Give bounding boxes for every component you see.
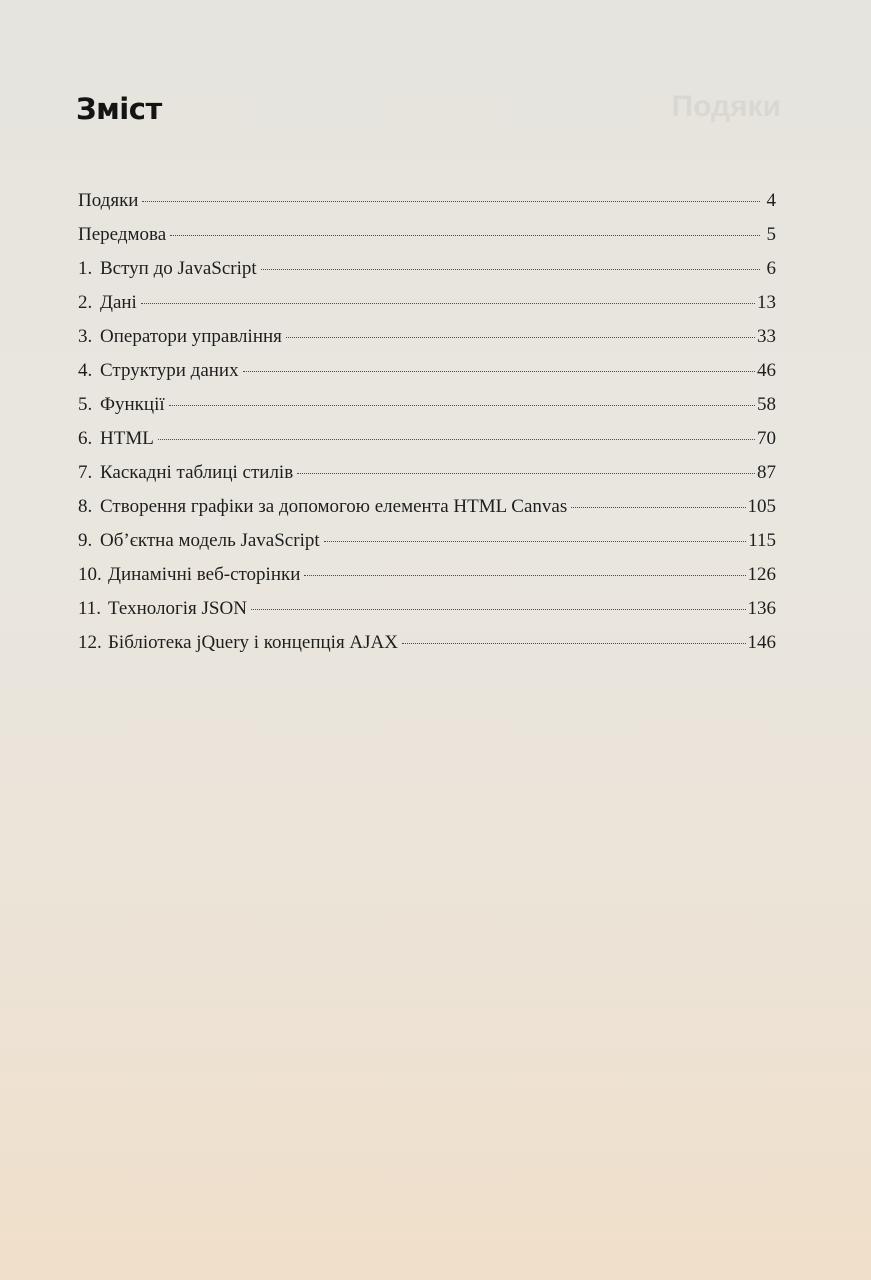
toc-entry-title: Каскадні таблиці стилів	[100, 462, 294, 483]
dot-leader	[261, 269, 760, 270]
dot-leader	[158, 439, 755, 440]
toc-entry-title: Структури даних	[100, 360, 239, 381]
toc-entry-page-number: 46	[757, 360, 776, 381]
toc-entry-title: Технологія JSON	[108, 598, 247, 619]
dot-leader	[142, 201, 760, 202]
toc-entry	[78, 394, 776, 428]
toc-entry-title: Оператори управління	[100, 326, 282, 347]
toc-entry-number: 11.	[78, 598, 102, 619]
dot-leader	[286, 337, 755, 338]
toc-entry-title: Дані	[100, 292, 137, 313]
toc-entry-number: 2.	[78, 292, 93, 313]
toc-entry-number: 9.	[78, 530, 93, 551]
toc-entry	[78, 496, 776, 530]
toc-entry	[78, 564, 776, 598]
toc-entry-page-number: 105	[747, 496, 776, 517]
toc-entry	[78, 190, 776, 224]
toc-entry-number: 7.	[78, 462, 93, 483]
toc-entry	[78, 326, 776, 360]
toc-entry	[78, 598, 776, 632]
toc-entry-page-number: 58	[757, 394, 776, 415]
dot-leader	[402, 643, 746, 644]
toc-entry-title: Функції	[100, 394, 165, 415]
toc-entry-page-number: 146	[747, 632, 776, 653]
toc-entry-number: 4.	[78, 360, 93, 381]
toc-entry-number: 5.	[78, 394, 93, 415]
toc-entry-page-number: 136	[747, 598, 776, 619]
toc-entry	[78, 462, 776, 496]
toc-entry-page-number: 13	[757, 292, 776, 313]
toc-entry-number: 12.	[78, 632, 102, 653]
dot-leader	[141, 303, 755, 304]
toc-entry-page-number: 126	[747, 564, 776, 585]
toc-entry-title: Подяки	[78, 190, 139, 211]
toc-entry-page-number: 6	[766, 258, 776, 279]
dot-leader	[297, 473, 755, 474]
toc-entry-page-number: 87	[757, 462, 776, 483]
dot-leader	[169, 405, 755, 406]
toc-entry-page-number: 115	[748, 530, 776, 551]
toc-entry-title: Об’єктна модель JavaScript	[100, 530, 320, 551]
table-of-contents	[78, 190, 776, 666]
toc-entry-number: 10.	[78, 564, 102, 585]
toc-entry-number: 3.	[78, 326, 93, 347]
toc-entry	[78, 530, 776, 564]
page-title: Зміст	[76, 92, 162, 126]
dot-leader	[170, 235, 760, 236]
dot-leader	[304, 575, 745, 576]
toc-entry-page-number: 70	[757, 428, 776, 449]
toc-entry-title: Динамічні веб-сторінки	[108, 564, 301, 585]
toc-entry-page-number: 4	[766, 190, 776, 211]
toc-entry-number: 8.	[78, 496, 93, 517]
toc-entry-number: 1.	[78, 258, 93, 279]
toc-entry-title: Бібліотека jQuery і концепція AJAX	[108, 632, 398, 653]
toc-entry-title: HTML	[100, 428, 154, 449]
dot-leader	[324, 541, 747, 542]
toc-entry-page-number: 33	[757, 326, 776, 347]
toc-entry-title: Створення графіки за допомогою елемента HTML Canvas	[100, 496, 568, 517]
toc-entry-title: Передмова	[78, 224, 167, 245]
toc-entry	[78, 632, 776, 666]
dot-leader	[571, 507, 745, 508]
toc-entry	[78, 224, 776, 258]
toc-entry	[78, 360, 776, 394]
toc-entry	[78, 258, 776, 292]
toc-entry-title: Вступ до JavaScript	[100, 258, 257, 279]
toc-entry-number: 6.	[78, 428, 93, 449]
dot-leader	[243, 371, 755, 372]
toc-entry	[78, 428, 776, 462]
toc-entry-page-number: 5	[766, 224, 776, 245]
toc-entry	[78, 292, 776, 326]
bleed-through-text: Подяки	[671, 90, 781, 123]
dot-leader	[251, 609, 746, 610]
